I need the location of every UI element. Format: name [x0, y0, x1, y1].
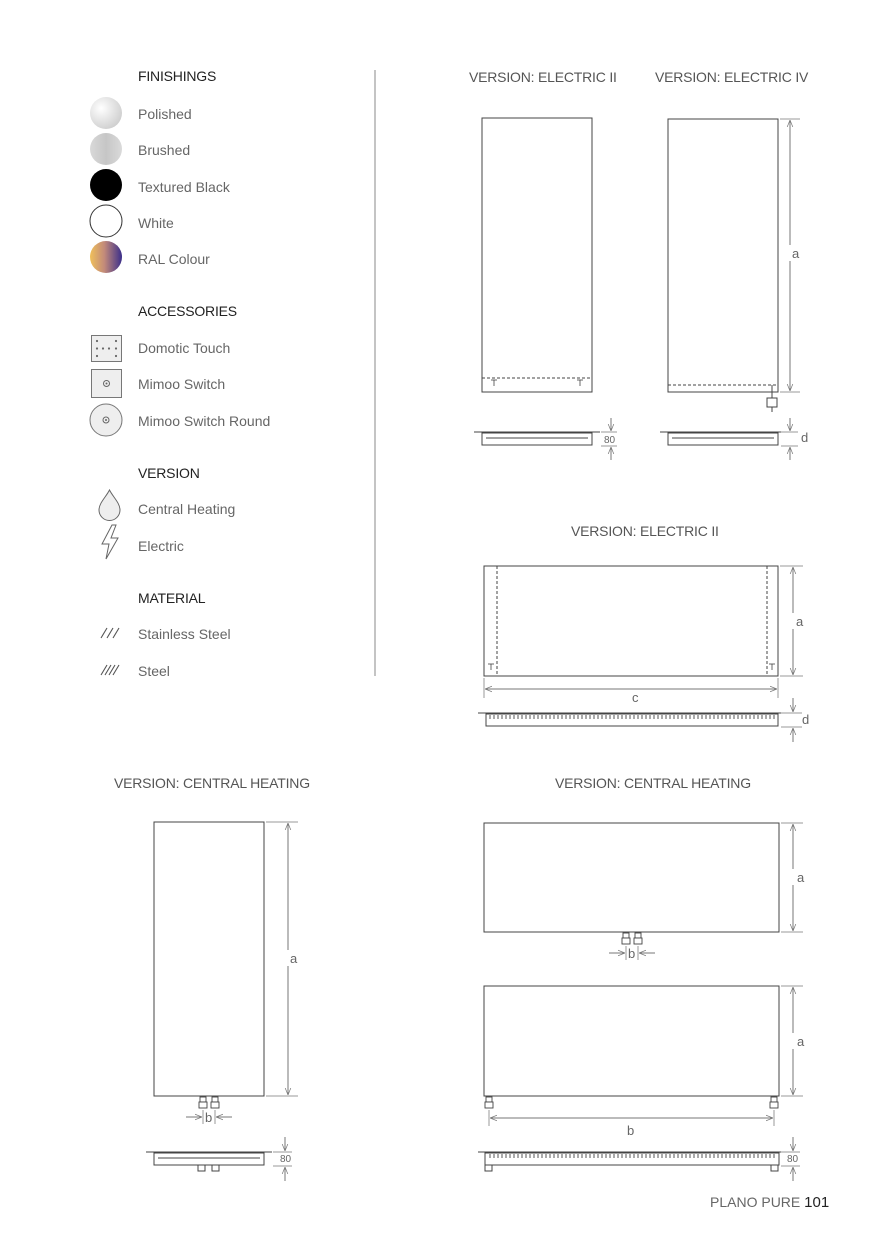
electric-iv-vertical-title: VERSION: ELECTRIC IV	[655, 69, 809, 85]
electric-ii-horizontal-width-label: c	[632, 690, 639, 705]
central-heating-vertical-height-label: a	[290, 951, 298, 966]
central-heating-horizontal-depth-label: 80	[787, 1154, 799, 1165]
central-heating-horizontal-top-spacing-label: b	[628, 946, 636, 961]
central-heating-vertical-title: VERSION: CENTRAL HEATING	[114, 775, 310, 791]
accessory-mimoo-switch-round-label: Mimoo Switch Round	[138, 413, 271, 429]
electric-ii-horizontal-height-label: a	[796, 614, 804, 629]
finishings-heading: FINISHINGS	[138, 68, 217, 84]
material-stainless-steel-label: Stainless Steel	[138, 626, 231, 642]
central-heating-horizontal-bottom-drawing	[478, 986, 803, 1181]
material-steel-label: Steel	[138, 663, 170, 679]
electric-ii-depth-label: 80	[604, 435, 616, 446]
version-central-heating-label: Central Heating	[138, 501, 236, 517]
finish-white-label: White	[138, 215, 174, 231]
accessory-domotic-touch-label: Domotic Touch	[138, 340, 231, 356]
electric-ii-horizontal-title: VERSION: ELECTRIC II	[571, 523, 719, 539]
central-heating-horizontal-top-drawing	[484, 823, 803, 960]
finish-brushed-label: Brushed	[138, 142, 191, 158]
electric-iv-vertical-drawing	[660, 119, 800, 460]
accessory-mimoo-switch-label: Mimoo Switch	[138, 376, 226, 392]
page-number: 101	[804, 1194, 830, 1211]
central-heating-horizontal-bottom-height-label: a	[797, 1034, 805, 1049]
finish-ral-colour-label: RAL Colour	[138, 251, 210, 267]
version-electric-label: Electric	[138, 538, 184, 554]
product-name: PLANO PURE	[710, 1194, 801, 1210]
finish-polished-label: Polished	[138, 106, 192, 122]
central-heating-vertical-spacing-label: b	[205, 1110, 213, 1125]
page-footer	[710, 1194, 829, 1211]
material-heading: MATERIAL	[138, 590, 206, 606]
finish-textured-black-label: Textured Black	[138, 179, 230, 195]
central-heating-horizontal-bottom-width-label: b	[627, 1123, 635, 1138]
electric-ii-vertical-title: VERSION: ELECTRIC II	[469, 69, 617, 85]
central-heating-vertical-drawing	[146, 822, 298, 1181]
central-heating-horizontal-top-height-label: a	[797, 870, 805, 885]
accessories-heading: ACCESSORIES	[138, 303, 237, 319]
electric-ii-vertical-drawing	[474, 118, 617, 460]
electric-ii-horizontal-drawing	[478, 566, 803, 742]
electric-iv-height-label: a	[792, 246, 800, 261]
electric-iv-depth-label: d	[801, 430, 809, 445]
central-heating-horizontal-title: VERSION: CENTRAL HEATING	[555, 775, 751, 791]
central-heating-vertical-depth-label: 80	[280, 1154, 292, 1165]
electric-ii-horizontal-depth-label: d	[802, 712, 810, 727]
version-heading: VERSION	[138, 465, 200, 481]
